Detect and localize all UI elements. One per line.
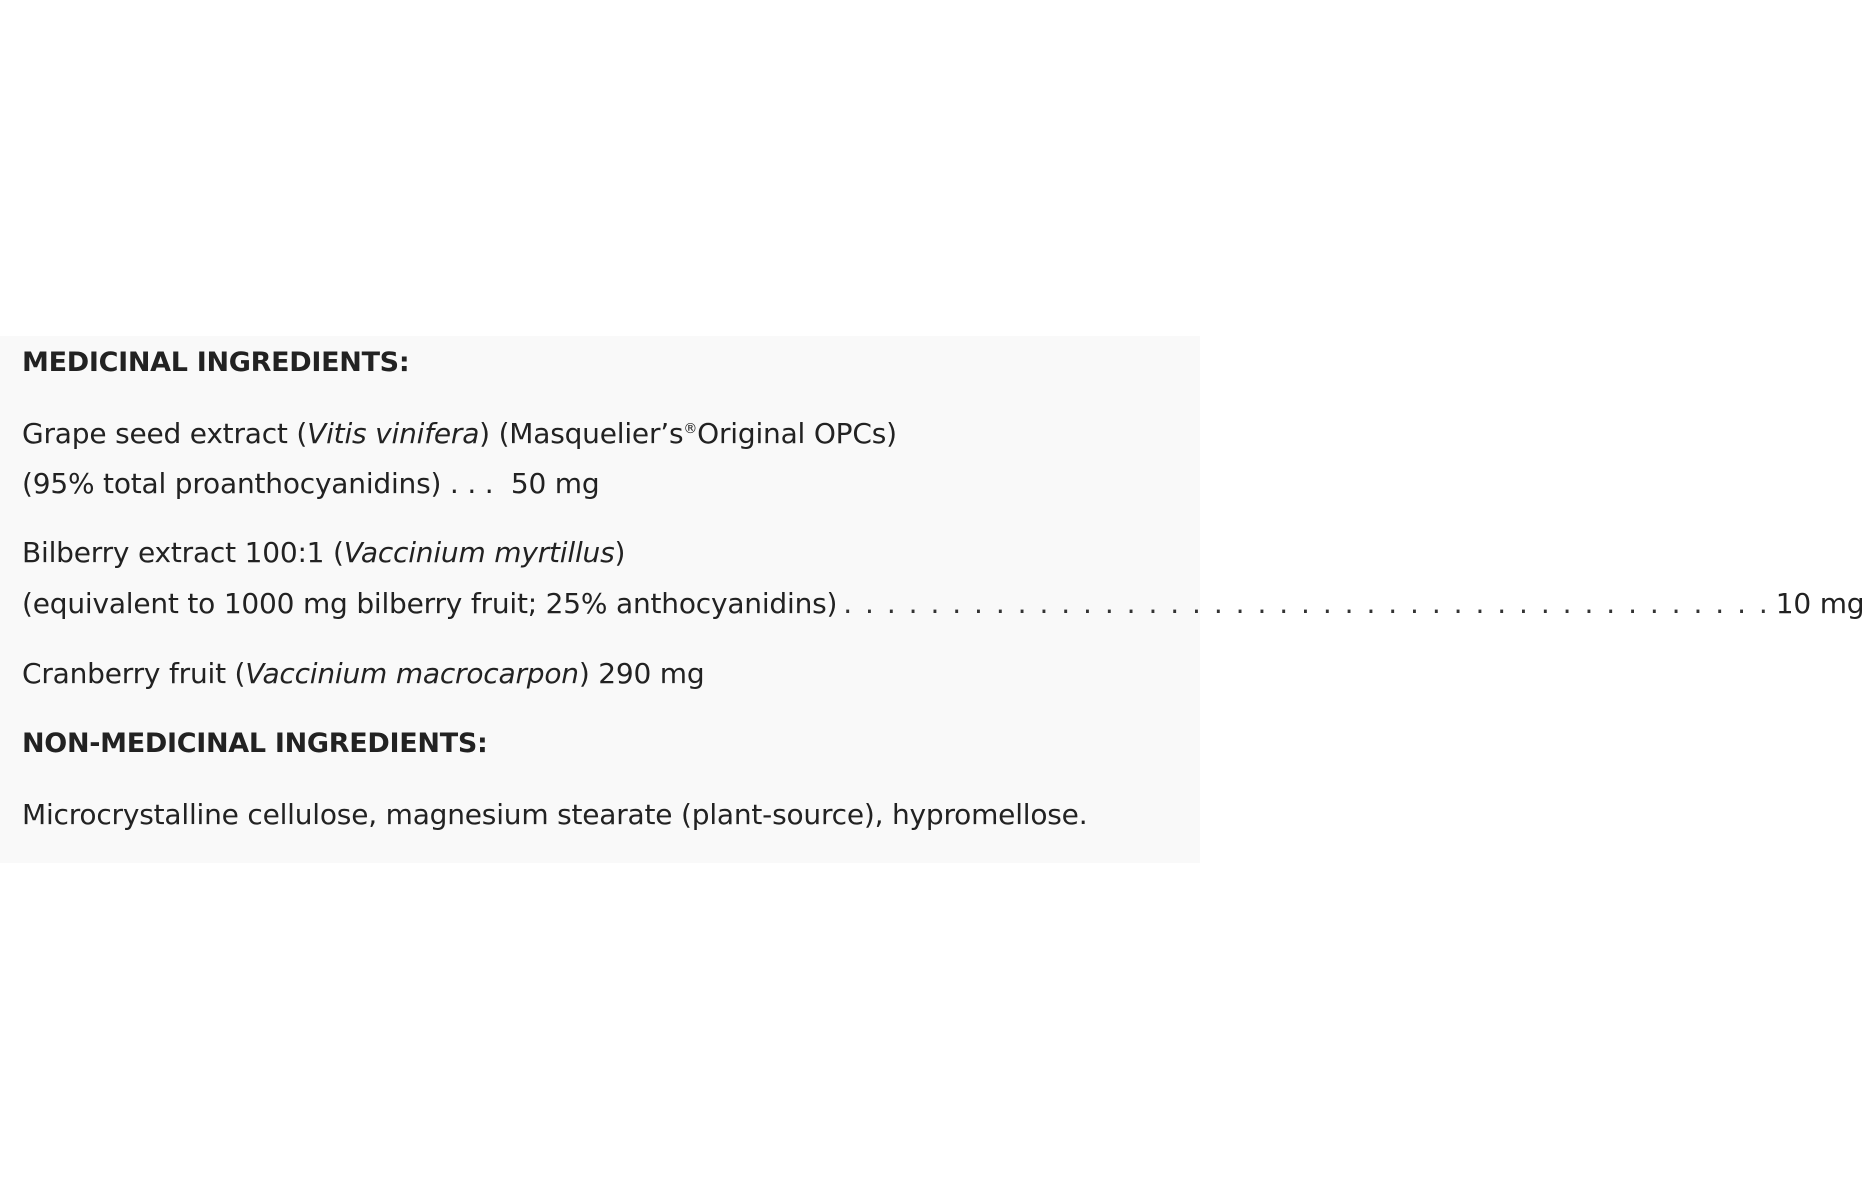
- grape-seed-brand: Original OPCs): [697, 417, 897, 450]
- cranberry-line: [22, 657, 704, 691]
- cranberry-after-latin: ) 290 mg: [578, 657, 705, 690]
- bilberry-name: Bilberry extract 100:1 (: [22, 536, 344, 569]
- bilberry-latin: Vaccinium myrtillus: [343, 536, 615, 569]
- grape-seed-name: Grape seed extract (: [22, 417, 308, 450]
- grape-seed-line: [22, 417, 897, 451]
- grape-seed-latin: Vitis vinifera: [307, 417, 480, 450]
- grape-seed-dosage-line: [22, 467, 599, 501]
- bilberry-close: ): [614, 536, 626, 569]
- cranberry-name: Cranberry fruit (: [22, 657, 246, 690]
- bilberry-amount: 10 mg: [1775, 587, 1864, 620]
- bilberry-detail: (equivalent to 1000 mg bilberry fruit; 25% anthocyanidins): [22, 587, 838, 620]
- non-medicinal-ingredients-heading: NON-MEDICINAL INGREDIENTS:: [22, 728, 488, 759]
- bilberry-dosage-line: [22, 587, 1864, 621]
- grape-seed-after-latin: ) (Masquelier’s: [479, 417, 684, 450]
- registered-trademark-mark: ®: [683, 421, 698, 437]
- bilberry-line: [22, 536, 625, 570]
- non-medicinal-ingredients-text: Microcrystalline cellulose, magnesium stearate (plant-source), hypromellose.: [22, 798, 1088, 831]
- grape-seed-amount: 50 mg: [510, 467, 600, 500]
- grape-seed-leader: . . .: [449, 467, 494, 500]
- ingredients-panel: [0, 336, 1864, 863]
- medicinal-ingredients-heading: MEDICINAL INGREDIENTS:: [22, 347, 410, 378]
- grape-seed-detail: (95% total proanthocyanidins): [22, 467, 442, 500]
- cranberry-latin: Vaccinium macrocarpon: [245, 657, 579, 690]
- bilberry-leader: . . . . . . . . . . . . . . . . . . . . . . . . . . . . . . . . . . . . . . . . . . .: [843, 587, 1770, 620]
